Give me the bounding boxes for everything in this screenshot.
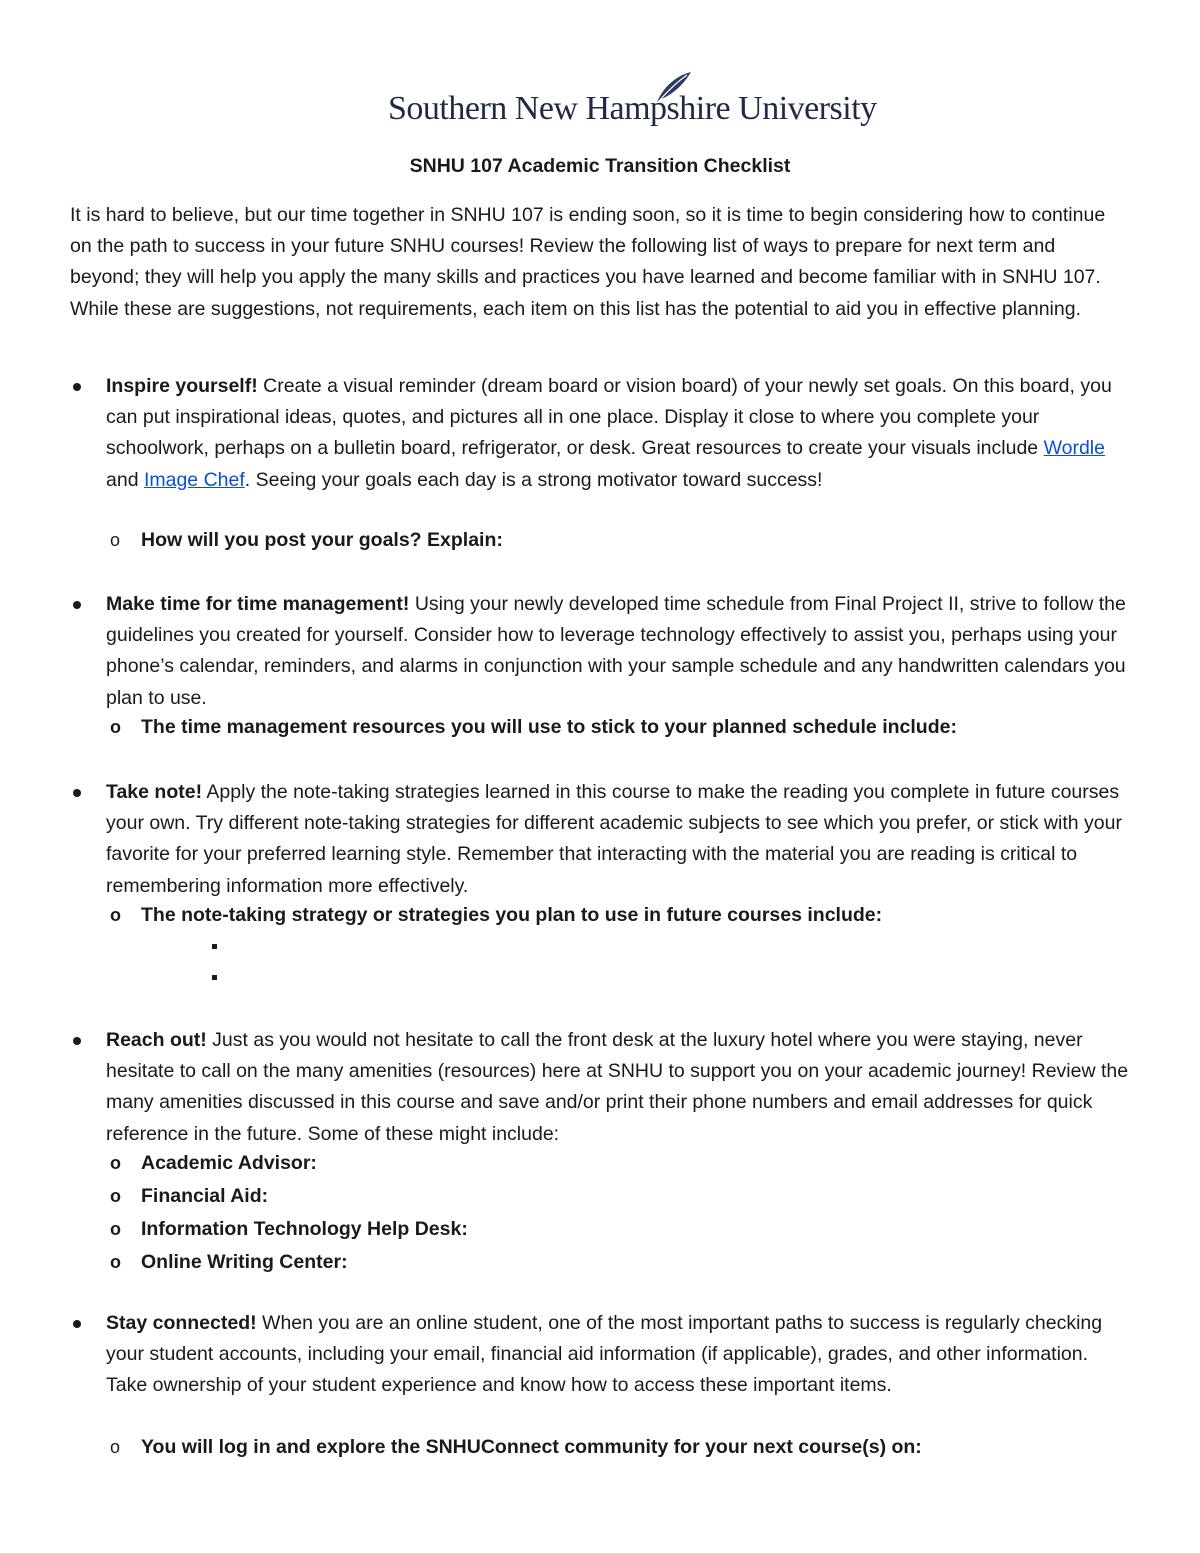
intro-paragraph: It is hard to believe, but our time together in SNHU 107 is ending soon, so it is time to begin considering how to continue on the path to success in your future SNHU courses! Review the following list of ways to prepare for next term and beyond; they will help you apply the many skills and practices you have learned and become familiar with in SNHU 107. While these are suggestions, not requirements, each item on this list has the potential to aid you in effective planning. (70, 204, 1106, 320)
sub-item-label: Financial Aid: (141, 1185, 269, 1207)
item-body-after: . Seeing your goals each day is a strong motivator toward success! (244, 468, 823, 491)
sub-item-prompt: The time management resources you will use to stick to your planned schedule include: (141, 716, 957, 738)
sub-item-label: Academic Advisor: (141, 1152, 317, 1174)
item-paragraph (106, 371, 1130, 496)
wordle-link[interactable]: Wordle (1043, 437, 1105, 460)
item-lead: Reach out! (106, 1029, 207, 1051)
sub-marker: o (110, 1186, 121, 1206)
empty-square-bullet (212, 944, 217, 949)
item-body: When you are an online student, one of the most important paths to success is regularly checking your student accounts, including your email, financial aid information (if applicable), grades, and other information. Take ownership of your student experience and know how to access these important items. (106, 1312, 1103, 1397)
item-lead: Take note! (106, 781, 203, 803)
sub-item-prompt: How will you post your goals? Explain: (141, 529, 503, 551)
item-lead: Stay connected! (106, 1312, 257, 1334)
sub-marker: o (110, 905, 121, 925)
bullet-icon (73, 789, 81, 797)
item-body: Using your newly developed time schedule from Final Project II, strive to follow the guidelines you created for yourself. Consider how to leverage technology effectively to assist you, perhaps using your phone’s calendar, reminders, and alarms in conjunction with your sample schedule and any handwritten calendars you plan to use. (106, 593, 1126, 709)
bullet-icon (73, 601, 81, 609)
image-chef-link[interactable]: Image Chef (143, 468, 245, 491)
snhu-logo (388, 70, 877, 138)
logo-wordmark: Southern New Hampshire University (388, 90, 877, 127)
bullet-icon (73, 383, 81, 391)
sub-marker: o (110, 530, 121, 550)
item-paragraph (106, 1308, 1130, 1402)
sub-marker: o (110, 1437, 121, 1457)
bullet-icon (73, 1320, 81, 1328)
sub-item-prompt: The note-taking strategy or strategies you plan to use in future courses include: (141, 904, 883, 926)
sub-marker: o (110, 1252, 121, 1272)
item-lead: Make time for time management! (106, 593, 410, 615)
sub-item-label: Information Technology Help Desk: (141, 1218, 468, 1240)
bullet-icon (73, 1037, 81, 1045)
item-body: Create a visual reminder (dream board or vision board) of your newly set goals. On this board, you can put inspirational ideas, quotes, and pictures all in one place. Display it close to where you complete your schoolwork, perhaps on a bulletin board, refrigerator, or desk. Great resources to create your visuals include (106, 375, 1112, 460)
sub-item-prompt: You will log in and explore the SNHUConnect community for your next course(s) on: (141, 1436, 922, 1458)
empty-square-bullet (212, 975, 217, 980)
sub-item-label: Online Writing Center: (141, 1251, 348, 1273)
sub-marker: o (110, 717, 121, 737)
item-paragraph (106, 589, 1130, 714)
item-paragraph (106, 1025, 1130, 1150)
item-body-between: and (106, 468, 144, 491)
item-paragraph (106, 777, 1130, 902)
leaf-icon (653, 70, 693, 106)
item-body: Just as you would not hesitate to call the front desk at the luxury hotel where you were staying, never hesitate to call on the many amenities (resources) here at SNHU to support you on your academic journey! Review the many amenities discussed in this course and save and/or print their phone numbers and email addresses for quick reference in the future. Some of these might include: (106, 1029, 1129, 1145)
item-lead: Inspire yourself! (106, 375, 258, 397)
document-title: SNHU 107 Academic Transition Checklist (409, 155, 791, 177)
item-body: Apply the note-taking strategies learned in this course to make the reading you complete in future courses your own. Try different note-taking strategies for different academic subjects to see which you prefer, or stick with your favorite for your preferred learning style. Remember that interacting with the material you are reading is critical to remembering information more effectively. (106, 781, 1122, 897)
sub-marker: o (110, 1153, 121, 1173)
sub-marker: o (110, 1219, 121, 1239)
